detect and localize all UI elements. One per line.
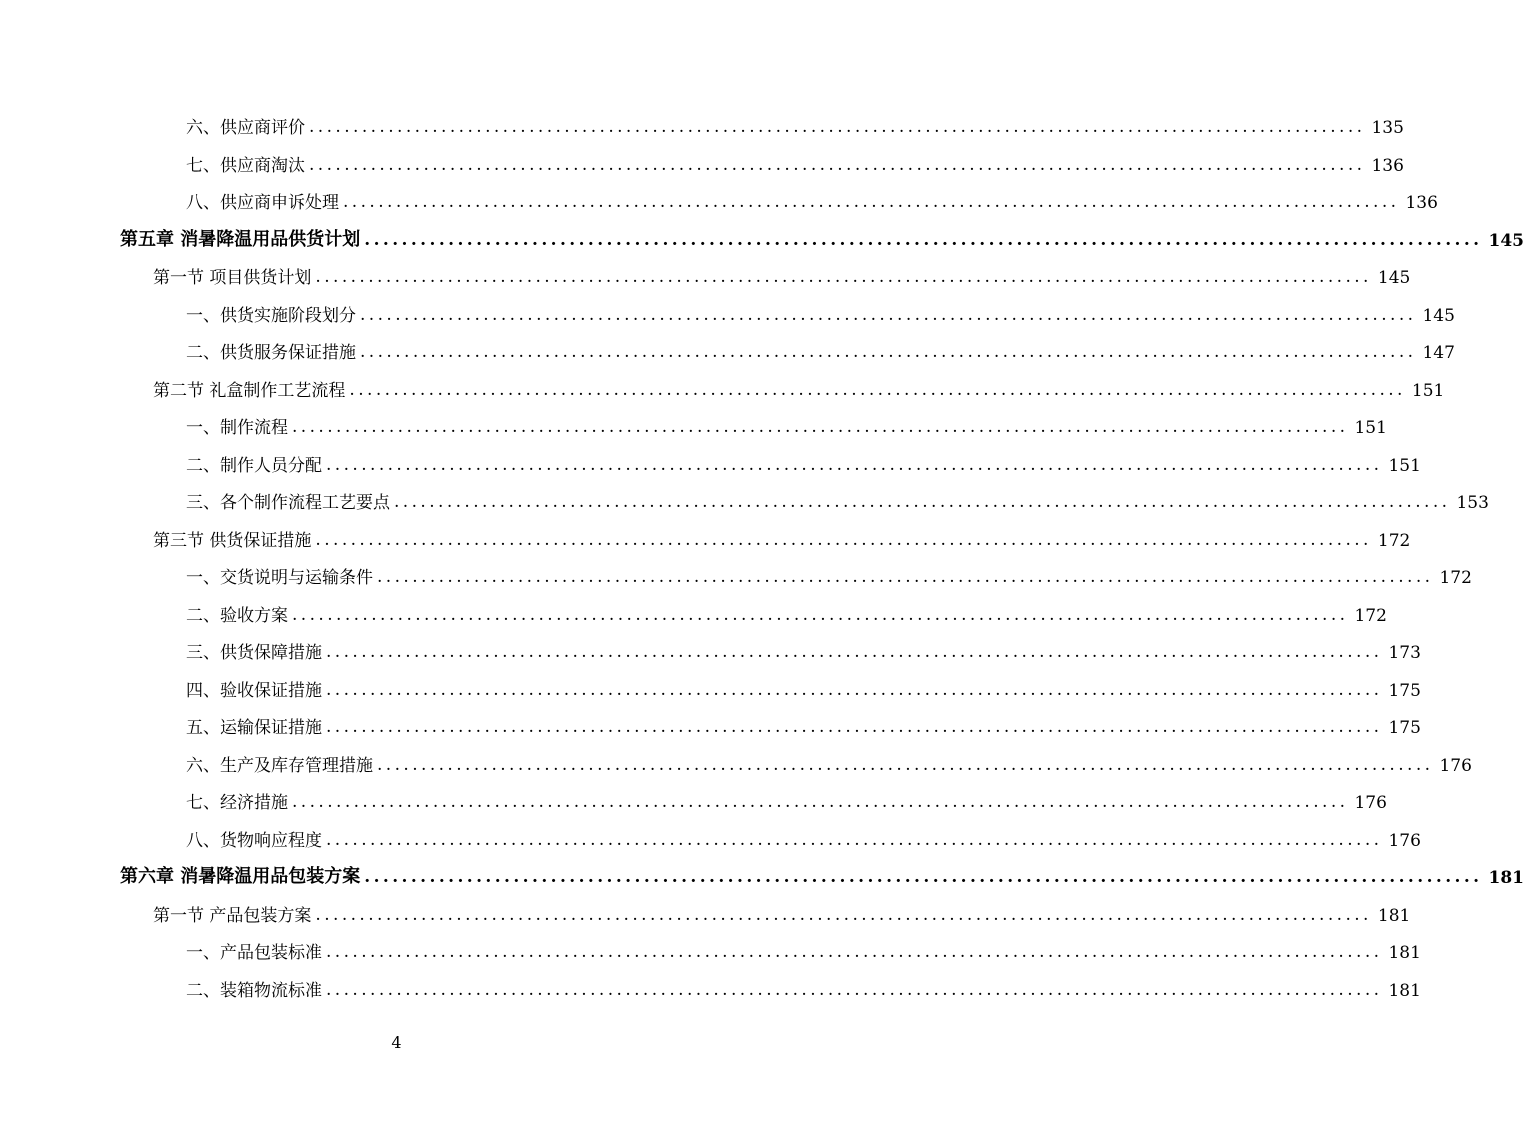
toc-entry-page: 181 (1377, 905, 1411, 926)
toc-entry-title: 第三节 供货保证措施 (153, 530, 312, 551)
toc-entry[interactable] (186, 439, 1421, 476)
toc-entry[interactable] (153, 514, 1411, 551)
toc-entry-title: 六、生产及库存管理措施 (186, 755, 373, 776)
toc-leader-dots: ........................................................................................................................ (364, 229, 1483, 250)
toc-entry-title: 二、供货服务保证措施 (186, 343, 356, 363)
toc-leader-dots: ........................................................................................................................ (349, 379, 1406, 400)
toc-entry-page: 151 (1354, 418, 1387, 438)
toc-leader-dots: ........................................................................................................................ (364, 867, 1483, 887)
toc-entry[interactable] (186, 626, 1421, 663)
toc-entry[interactable] (186, 776, 1387, 813)
toc-entry-title: 第六章 消暑降温用品包装方案 (120, 866, 361, 887)
toc-entry-title: 四、验收保证措施 (186, 680, 322, 701)
toc-leader-dots: ........................................................................................................................ (309, 117, 1366, 137)
toc-entry-title: 一、交货说明与运输条件 (186, 568, 373, 588)
toc-entry-title: 第二节 礼盒制作工艺流程 (153, 380, 346, 401)
toc-leader-dots: ........................................................................................................................ (360, 342, 1417, 362)
toc-entry[interactable] (186, 926, 1421, 963)
toc-entry-page: 181 (1388, 980, 1421, 1001)
toc-leader-dots: ........................................................................................................................ (326, 829, 1383, 850)
page-number: 4 (391, 1033, 402, 1052)
toc-entry-title: 三、供货保障措施 (186, 643, 322, 663)
toc-entry-page: 151 (1411, 380, 1445, 401)
toc-leader-dots: ........................................................................................................................ (394, 492, 1451, 512)
toc-entry-page: 136 (1371, 155, 1404, 176)
toc-entry-title: 七、经济措施 (186, 793, 288, 813)
toc-entry-title: 八、货物响应程度 (186, 830, 322, 851)
toc-entry-page: 181 (1488, 868, 1524, 888)
toc-entry[interactable] (186, 664, 1421, 701)
toc-entry-title: 第五章 消暑降温用品供货计划 (120, 228, 361, 250)
toc-entry-title: 二、装箱物流标准 (186, 980, 322, 1001)
toc-leader-dots: ........................................................................................................................ (292, 417, 1349, 437)
toc-leader-dots: ........................................................................................................................ (315, 529, 1372, 550)
toc-leader-dots: ........................................................................................................................ (315, 904, 1372, 925)
toc-entry-title: 二、制作人员分配 (186, 455, 322, 476)
toc-entry[interactable] (120, 851, 1524, 888)
toc-entry-page: 172 (1354, 605, 1387, 626)
toc-entry-title: 七、供应商淘汰 (186, 155, 305, 176)
toc-entry-page: 175 (1388, 680, 1421, 701)
toc-entry-page: 173 (1388, 643, 1421, 663)
toc-entry-title: 第一节 项目供货计划 (153, 268, 312, 288)
toc-entry-page: 153 (1456, 493, 1489, 513)
toc-entry-page: 145 (1488, 230, 1524, 251)
toc-entry[interactable] (153, 364, 1445, 401)
toc-leader-dots: ........................................................................................................................ (326, 942, 1383, 962)
toc-entry[interactable] (153, 889, 1411, 926)
toc-leader-dots: ........................................................................................................................ (343, 192, 1400, 212)
toc-entry[interactable] (186, 401, 1387, 438)
toc-entry-page: 147 (1422, 343, 1455, 363)
toc-leader-dots: ........................................................................................................................ (326, 717, 1383, 737)
toc-entry-title: 五、运输保证措施 (186, 718, 322, 738)
toc-entry-title: 第一节 产品包装方案 (153, 905, 312, 926)
toc-entry[interactable] (186, 326, 1455, 363)
toc-leader-dots: ........................................................................................................................ (326, 454, 1383, 475)
toc-entry-title: 二、验收方案 (186, 605, 288, 626)
toc-entry[interactable] (186, 589, 1387, 626)
toc-entry[interactable] (186, 289, 1455, 326)
toc-entry[interactable] (153, 251, 1411, 288)
toc-leader-dots: ........................................................................................................................ (326, 642, 1383, 662)
toc-entry-page: 175 (1388, 718, 1421, 738)
toc-leader-dots: ........................................................................................................................ (326, 979, 1383, 1000)
toc-entry[interactable] (186, 139, 1404, 176)
toc-entry-page: 181 (1388, 943, 1421, 963)
toc-leader-dots: ........................................................................................................................ (292, 604, 1349, 625)
toc-leader-dots: ........................................................................................................................ (292, 792, 1349, 812)
toc-entry[interactable] (186, 701, 1421, 738)
toc-entry[interactable] (186, 964, 1421, 1001)
toc-entry[interactable] (186, 739, 1472, 776)
toc-entry-page: 145 (1377, 268, 1411, 288)
toc-leader-dots: ........................................................................................................................ (360, 304, 1417, 325)
toc-entry-page: 151 (1388, 455, 1421, 476)
toc-leader-dots: ........................................................................................................................ (377, 567, 1434, 587)
toc-entry-page: 172 (1439, 568, 1472, 588)
toc-entry-page: 172 (1377, 530, 1411, 551)
toc-entry-page: 135 (1371, 118, 1404, 138)
toc-leader-dots: ........................................................................................................................ (377, 754, 1434, 775)
toc-entry-title: 三、各个制作流程工艺要点 (186, 493, 390, 513)
toc-entry[interactable] (186, 176, 1438, 213)
toc-entry-title: 一、供货实施阶段划分 (186, 305, 356, 326)
toc-entry-page: 176 (1354, 793, 1387, 813)
toc-entry[interactable] (120, 214, 1524, 251)
toc-entry-title: 一、制作流程 (186, 418, 288, 438)
toc-entry[interactable] (186, 551, 1472, 588)
toc-entry-title: 一、产品包装标准 (186, 943, 322, 963)
toc-entry-page: 176 (1388, 830, 1421, 851)
toc-entry[interactable] (186, 476, 1489, 513)
toc-entry-page: 145 (1422, 305, 1455, 326)
toc-entry-page: 136 (1405, 193, 1438, 213)
toc-leader-dots: ........................................................................................................................ (309, 154, 1366, 175)
toc-leader-dots: ........................................................................................................................ (326, 679, 1383, 700)
toc-entry-page: 176 (1439, 755, 1472, 776)
toc-entry-title: 六、供应商评价 (186, 118, 305, 138)
toc-entry-title: 八、供应商申诉处理 (186, 193, 339, 213)
toc-entry[interactable] (186, 101, 1404, 138)
toc-leader-dots: ........................................................................................................................ (315, 267, 1372, 287)
toc-entry[interactable] (186, 814, 1421, 851)
